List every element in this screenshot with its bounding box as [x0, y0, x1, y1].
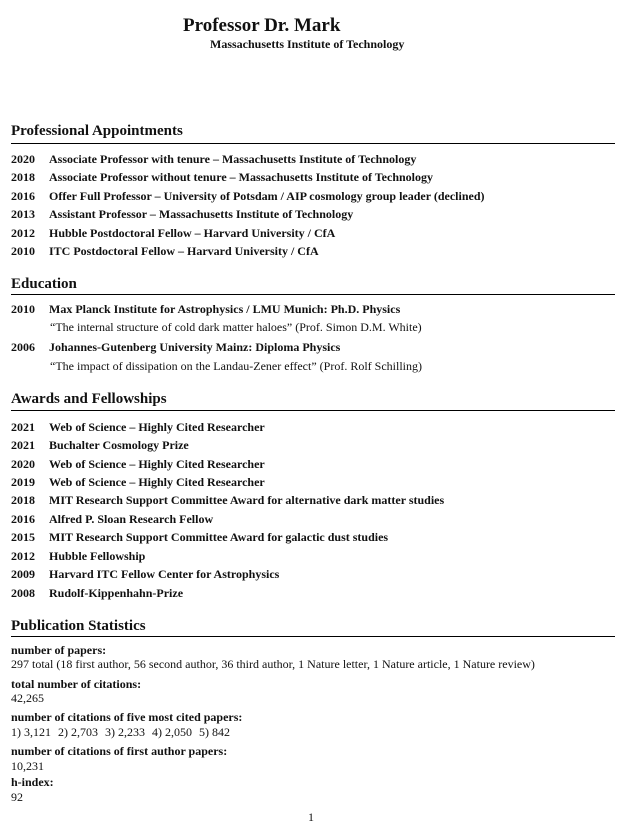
award-entry — [11, 457, 265, 472]
cv-name: Professor Dr. Mark — [183, 15, 341, 36]
entry-year: 2016 — [11, 189, 35, 203]
education-thesis: “The internal structure of cold dark matter haloes” (Prof. Simon D.M. White) — [50, 320, 422, 334]
section-rule — [11, 636, 615, 637]
entry-text: Web of Science – Highly Cited Researcher — [49, 457, 265, 471]
entry-year: 2013 — [11, 207, 35, 221]
first-author-label: number of citations of first author papers: — [11, 744, 228, 758]
award-entry — [11, 493, 444, 508]
award-entry — [11, 475, 265, 490]
citations-value: 42,265 — [11, 691, 44, 705]
appointment-entry — [11, 170, 433, 185]
entry-text: Buchalter Cosmology Prize — [49, 438, 189, 452]
entry-year: 2018 — [11, 493, 35, 507]
entry-year: 2009 — [11, 567, 35, 581]
entry-year: 2021 — [11, 438, 35, 452]
entry-text: Offer Full Professor – University of Potsdam / AIP cosmology group leader (declined) — [49, 189, 485, 203]
entry-text: Web of Science – Highly Cited Researcher — [49, 475, 265, 489]
education-entry — [11, 302, 400, 317]
section-title-education: Education — [11, 276, 77, 292]
top-cited-item: 2) 2,703 — [58, 725, 98, 739]
hindex-value: 92 — [11, 790, 23, 804]
papers-label: number of papers: — [11, 643, 107, 657]
entry-text: ITC Postdoctoral Fellow – Harvard University / CfA — [49, 244, 319, 258]
top-cited-values — [11, 725, 237, 740]
entry-year: 2010 — [11, 244, 35, 258]
hindex-label: h-index: — [11, 775, 54, 789]
entry-text: MIT Research Support Committee Award for galactic dust studies — [49, 530, 389, 544]
entry-text: Web of Science – Highly Cited Researcher — [49, 420, 265, 434]
entry-year: 2016 — [11, 512, 35, 526]
entry-year: 2020 — [11, 457, 35, 471]
entry-year: 2006 — [11, 340, 35, 354]
entry-text: Assistant Professor – Massachusetts Institute of Technology — [49, 207, 354, 221]
entry-text: Johannes-Gutenberg University Mainz: Diploma Physics — [49, 340, 341, 354]
section-rule — [11, 410, 615, 411]
entry-text: Alfred P. Sloan Research Fellow — [49, 512, 214, 526]
appointment-entry — [11, 207, 353, 222]
award-entry — [11, 512, 213, 527]
entry-text: Associate Professor without tenure – Massachusetts Institute of Technology — [49, 170, 433, 184]
page-number: 1 — [308, 810, 314, 824]
appointment-entry — [11, 226, 335, 241]
top-cited-item: 4) 2,050 — [152, 725, 192, 739]
award-entry — [11, 586, 183, 601]
top-cited-item: 3) 2,233 — [105, 725, 145, 739]
entry-year: 2015 — [11, 530, 35, 544]
top-cited-item: 1) 3,121 — [11, 725, 51, 739]
appointment-entry — [11, 244, 319, 259]
entry-text: Max Planck Institute for Astrophysics / LMU Munich: Ph.D. Physics — [49, 302, 401, 316]
entry-text: MIT Research Support Committee Award for alternative dark matter studies — [49, 493, 445, 507]
section-rule — [11, 143, 615, 144]
entry-year: 2008 — [11, 586, 35, 600]
section-title-awards: Awards and Fellowships — [11, 391, 167, 407]
cv-institution: Massachusetts Institute of Technology — [210, 37, 405, 51]
entry-year: 2021 — [11, 420, 35, 434]
entry-text: Hubble Postdoctoral Fellow – Harvard University / CfA — [49, 226, 336, 240]
top-cited-item: 5) 842 — [199, 725, 230, 739]
first-author-value: 10,231 — [11, 759, 44, 773]
appointment-entry — [11, 152, 416, 167]
top-cited-label: number of citations of five most cited papers: — [11, 710, 243, 724]
appointment-entry — [11, 189, 485, 204]
education-thesis: “The impact of dissipation on the Landau-Zener effect” (Prof. Rolf Schilling) — [50, 359, 422, 373]
section-title-appointments: Professional Appointments — [11, 123, 183, 139]
entry-year: 2020 — [11, 152, 35, 166]
section-title-publications: Publication Statistics — [11, 618, 146, 634]
award-entry — [11, 530, 388, 545]
citations-label: total number of citations: — [11, 677, 142, 691]
award-entry — [11, 549, 145, 564]
entry-text: Associate Professor with tenure – Massachusetts Institute of Technology — [49, 152, 417, 166]
education-entry — [11, 340, 340, 355]
entry-year: 2018 — [11, 170, 35, 184]
award-entry — [11, 438, 189, 453]
award-entry — [11, 567, 279, 582]
entry-text: Harvard ITC Fellow Center for Astrophysics — [49, 567, 280, 581]
entry-year: 2012 — [11, 226, 35, 240]
entry-text: Hubble Fellowship — [49, 549, 146, 563]
award-entry — [11, 420, 265, 435]
entry-year: 2012 — [11, 549, 35, 563]
entry-year: 2019 — [11, 475, 35, 489]
entry-year: 2010 — [11, 302, 35, 316]
section-rule — [11, 294, 615, 295]
papers-value: 297 total (18 first author, 56 second author, 36 third author, 1 Nature letter, 1 Nature article, 1 Nature review) — [11, 657, 535, 671]
entry-text: Rudolf-Kippenhahn-Prize — [49, 586, 184, 600]
